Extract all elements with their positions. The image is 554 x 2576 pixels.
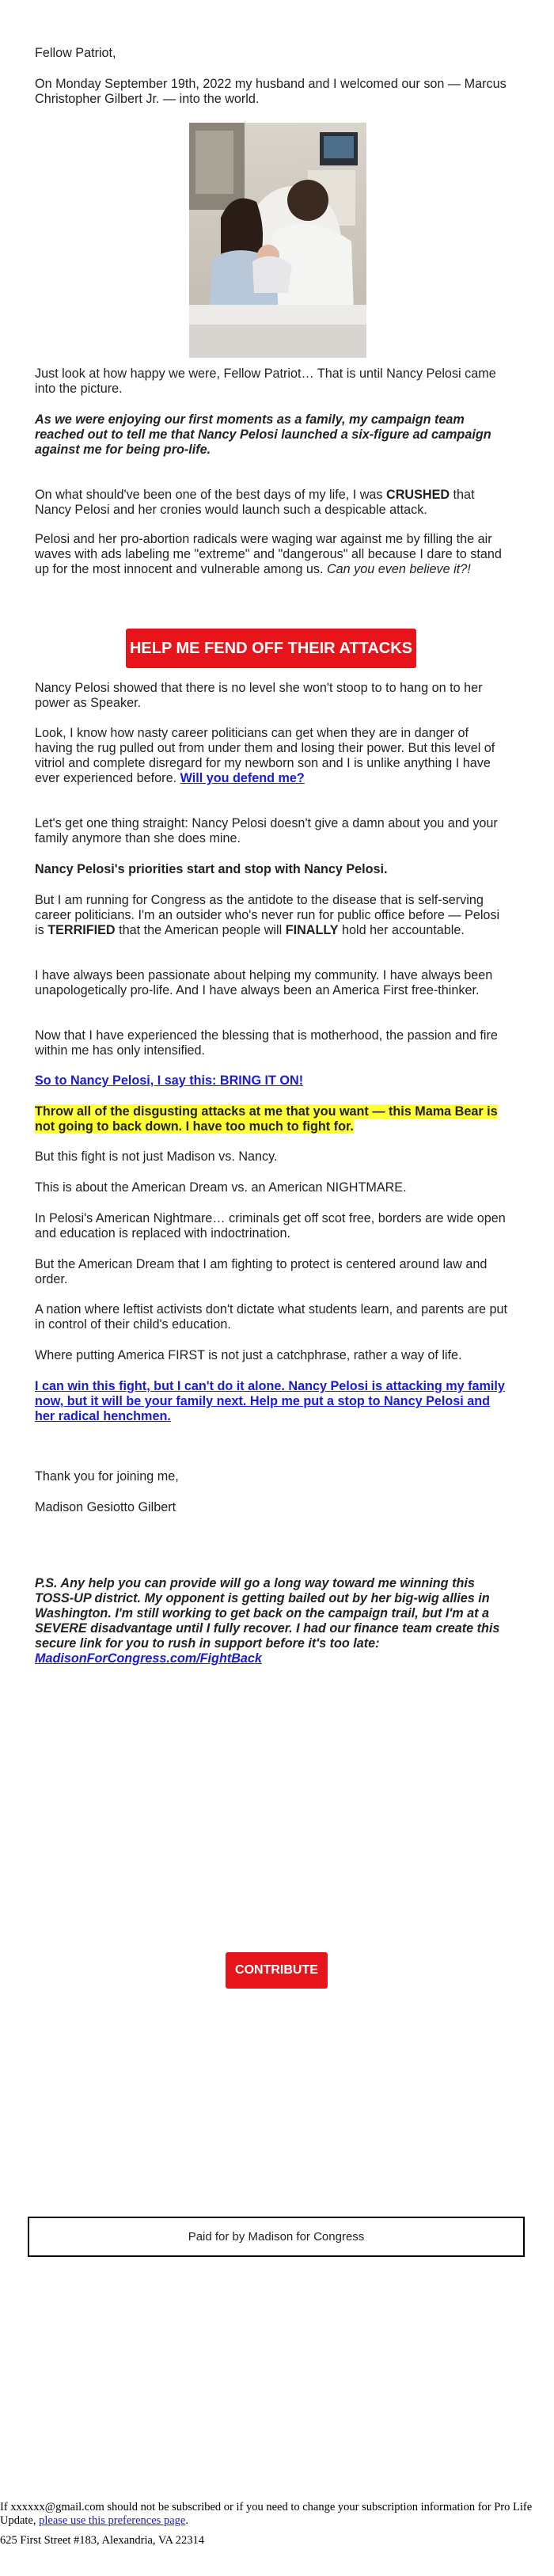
enjoying-paragraph: As we were enjoying our first moments as a family, my campaign team reached out to tell me that Nancy Pelosi launched a six-figure ad campaign against me for being pro-life.: [35, 412, 491, 457]
running-paragraph: But I am running for Congress as the antidote to the disease that is self-serving career politicians. I'm an outsider who's never run for public office before — Pelosi is TERRIFIED that the American people will FINALLY hold her accountable.: [35, 893, 500, 937]
mailing-address: 625 First Street #183, Alexandria, VA 22314: [0, 2534, 205, 2547]
america-first-paragraph: Where putting America FIRST is not just a catchphrase, rather a way of life.: [35, 1348, 462, 1362]
ps-paragraph: P.S. Any help you can provide will go a long way toward me winning this TOSS-UP district. My opponent is getting bailed out by her big-wig allies in Washington. I'm still working to get back on the campaign trail, but I'm at a SEVERE disadvantage until I fully recover. I had our finance team create this secure link for you to rush in support before it's too late: MadisonForCongress.com/FightBack: [35, 1576, 500, 1666]
thanks-line: Thank you for joining me,: [35, 1469, 179, 1484]
win-fight-link[interactable]: I can win this fight, but I can't do it alone. Nancy Pelosi is attacking my family now, but it will be your family next. Help me put a stop to Nancy Pelosi and her radical henchmen.: [35, 1379, 505, 1423]
unsubscribe-notice: If xxxxxx@gmail.com should not be subscribed or if you need to change your subscription information for Pro Life Update, please use this preferences page.: [0, 2501, 533, 2527]
contribute-button[interactable]: CONTRIBUTE: [226, 1952, 328, 1989]
nightmare-paragraph: In Pelosi's American Nightmare… criminals get off scot free, borders are wide open and education is replaced with indoctrination.: [35, 1211, 506, 1241]
dream-paragraph: This is about the American Dream vs. an American NIGHTMARE.: [35, 1180, 407, 1195]
win-fight-paragraph: [35, 1379, 510, 1424]
happy-paragraph: Just look at how happy we were, Fellow Patriot… That is until Nancy Pelosi came into the picture.: [35, 367, 496, 396]
passionate-paragraph: I have always been passionate about helping my community. I have always been unapologetically pro-life. And I have always been an America First free-thinker.: [35, 968, 493, 997]
bring-it-on-paragraph: [35, 1073, 510, 1089]
look-paragraph: Look, I know how nasty career politicians can get when they are in danger of having the rug pulled out from under them and losing their power. But this level of vitriol and complete disregard for my newborn son and I is unlike anything I have ever experienced before. Will you defend me?: [35, 726, 495, 785]
leftist-paragraph: A nation where leftist activists don't dictate what students learn, and parents are put in control of their child's education.: [35, 1302, 507, 1332]
family-photo: [189, 123, 366, 358]
fightback-link[interactable]: MadisonForCongress.com/FightBack: [35, 1651, 262, 1666]
greeting: Fellow Patriot,: [35, 46, 116, 60]
blessing-paragraph: Now that I have experienced the blessing that is motherhood, the passion and fire within me has only intensified.: [35, 1028, 498, 1058]
madison-vs-nancy-paragraph: But this fight is not just Madison vs. Nancy.: [35, 1149, 278, 1164]
defend-me-link[interactable]: Will you defend me?: [180, 771, 305, 785]
hospital-photo-illustration: [189, 123, 366, 358]
footer: [0, 2501, 554, 2548]
straight-paragraph: Let's get one thing straight: Nancy Pelosi doesn't give a damn about you and your family anymore than she does mine.: [35, 816, 498, 845]
no-level-paragraph: Nancy Pelosi showed that there is no level she won't stoop to to hang on to her power as Speaker.: [35, 681, 483, 710]
law-order-paragraph: But the American Dream that I am fighting to protect is centered around law and order.: [35, 1257, 488, 1286]
paid-for-disclaimer: Paid for by Madison for Congress: [28, 2217, 525, 2257]
mama-bear-paragraph: Throw all of the disgusting attacks at me that you want — this Mama Bear is not going to back down. I have too much to fight for.: [35, 1104, 498, 1134]
preferences-link[interactable]: please use this preferences page: [39, 2514, 186, 2527]
radicals-paragraph: Pelosi and her pro-abortion radicals were waging war against me by filling the air waves with ads labeling me "extreme" and "dangerous" all because I dare to stand up for the most innocent and vulnerable among us. Can you even believe it?!: [35, 532, 502, 576]
intro-paragraph: On Monday September 19th, 2022 my husband and I welcomed our son — Marcus Christopher Gilbert Jr. — into the world.: [35, 77, 507, 106]
priorities-paragraph: Nancy Pelosi's priorities start and stop with Nancy Pelosi.: [35, 862, 388, 876]
bring-it-on-link[interactable]: So to Nancy Pelosi, I say this: BRING IT ON!: [35, 1073, 304, 1088]
fend-off-attacks-button[interactable]: HELP ME FEND OFF THEIR ATTACKS: [126, 629, 416, 668]
crushed-paragraph: On what should've been one of the best days of my life, I was CRUSHED that Nancy Pelosi and her cronies would launch such a despicable attack.: [35, 488, 475, 517]
signature: Madison Gesiotto Gilbert: [35, 1500, 176, 1514]
